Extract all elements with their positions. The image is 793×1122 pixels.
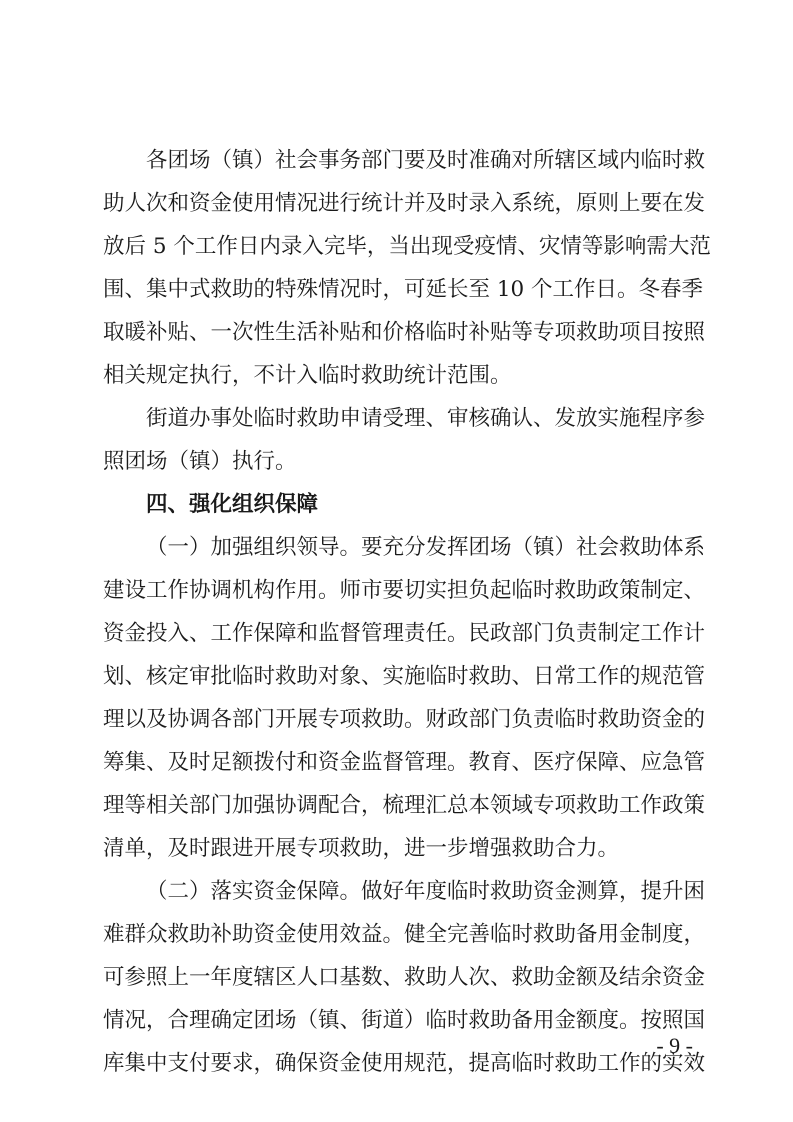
- paragraph-line: 划、核定审批临时救助对象、实施临时救助、日常工作的规范管: [103, 664, 706, 689]
- paragraph-line: 建设工作协调机构作用。师市要切实担负起临时救助政策制定、: [103, 578, 706, 603]
- paragraph-line: 可参照上一年度辖区人口基数、救助人次、救助金额及结余资金: [103, 965, 706, 990]
- paragraph-line: 各团场（镇）社会事务部门要及时准确对所辖区域内临时救: [146, 148, 706, 173]
- paragraph-line: 助人次和资金使用情况进行统计并及时录入系统，原则上要在发: [103, 191, 706, 216]
- paragraph-line: 清单，及时跟进开展专项救助，进一步增强救助合力。: [103, 836, 620, 861]
- paragraph-line: 难群众救助补助资金使用效益。健全完善临时救助备用金制度，: [103, 922, 706, 947]
- paragraph-line: 资金投入、工作保障和监督管理责任。民政部门负责制定工作计: [103, 621, 706, 646]
- paragraph-line: （二）落实资金保障。做好年度临时救助资金测算，提升困: [146, 879, 706, 904]
- paragraph-line: 放后 5 个工作日内录入完毕，当出现受疫情、灾情等影响需大范: [103, 234, 711, 259]
- paragraph-line: 照团场（镇）执行。: [103, 449, 297, 474]
- paragraph-line: （一）加强组织领导。要充分发挥团场（镇）社会救助体系: [146, 535, 706, 560]
- paragraph-line: 围、集中式救助的特殊情况时，可延长至 10 个工作日。冬春季: [103, 277, 704, 302]
- paragraph-line: 筹集、及时足额拨付和资金监督管理。教育、医疗保障、应急管: [103, 750, 706, 775]
- paragraph-line: 理以及协调各部门开展专项救助。财政部门负责临时救助资金的: [103, 707, 706, 732]
- paragraph-line: 理等相关部门加强协调配合，梳理汇总本领域专项救助工作政策: [103, 793, 706, 818]
- paragraph-line: 街道办事处临时救助申请受理、审核确认、发放实施程序参: [146, 406, 706, 431]
- page-number: - 9 -: [656, 1033, 693, 1058]
- paragraph-line: 库集中支付要求，确保资金使用规范，提高临时救助工作的实效: [103, 1051, 706, 1076]
- paragraph-line: 情况，合理确定团场（镇、街道）临时救助备用金额度。按照国: [103, 1008, 706, 1033]
- section-heading: 四、强化组织保障: [146, 492, 319, 517]
- paragraph-line: 相关规定执行，不计入临时救助统计范围。: [103, 363, 512, 388]
- paragraph-line: 取暖补贴、一次性生活补贴和价格临时补贴等专项救助项目按照: [103, 320, 706, 345]
